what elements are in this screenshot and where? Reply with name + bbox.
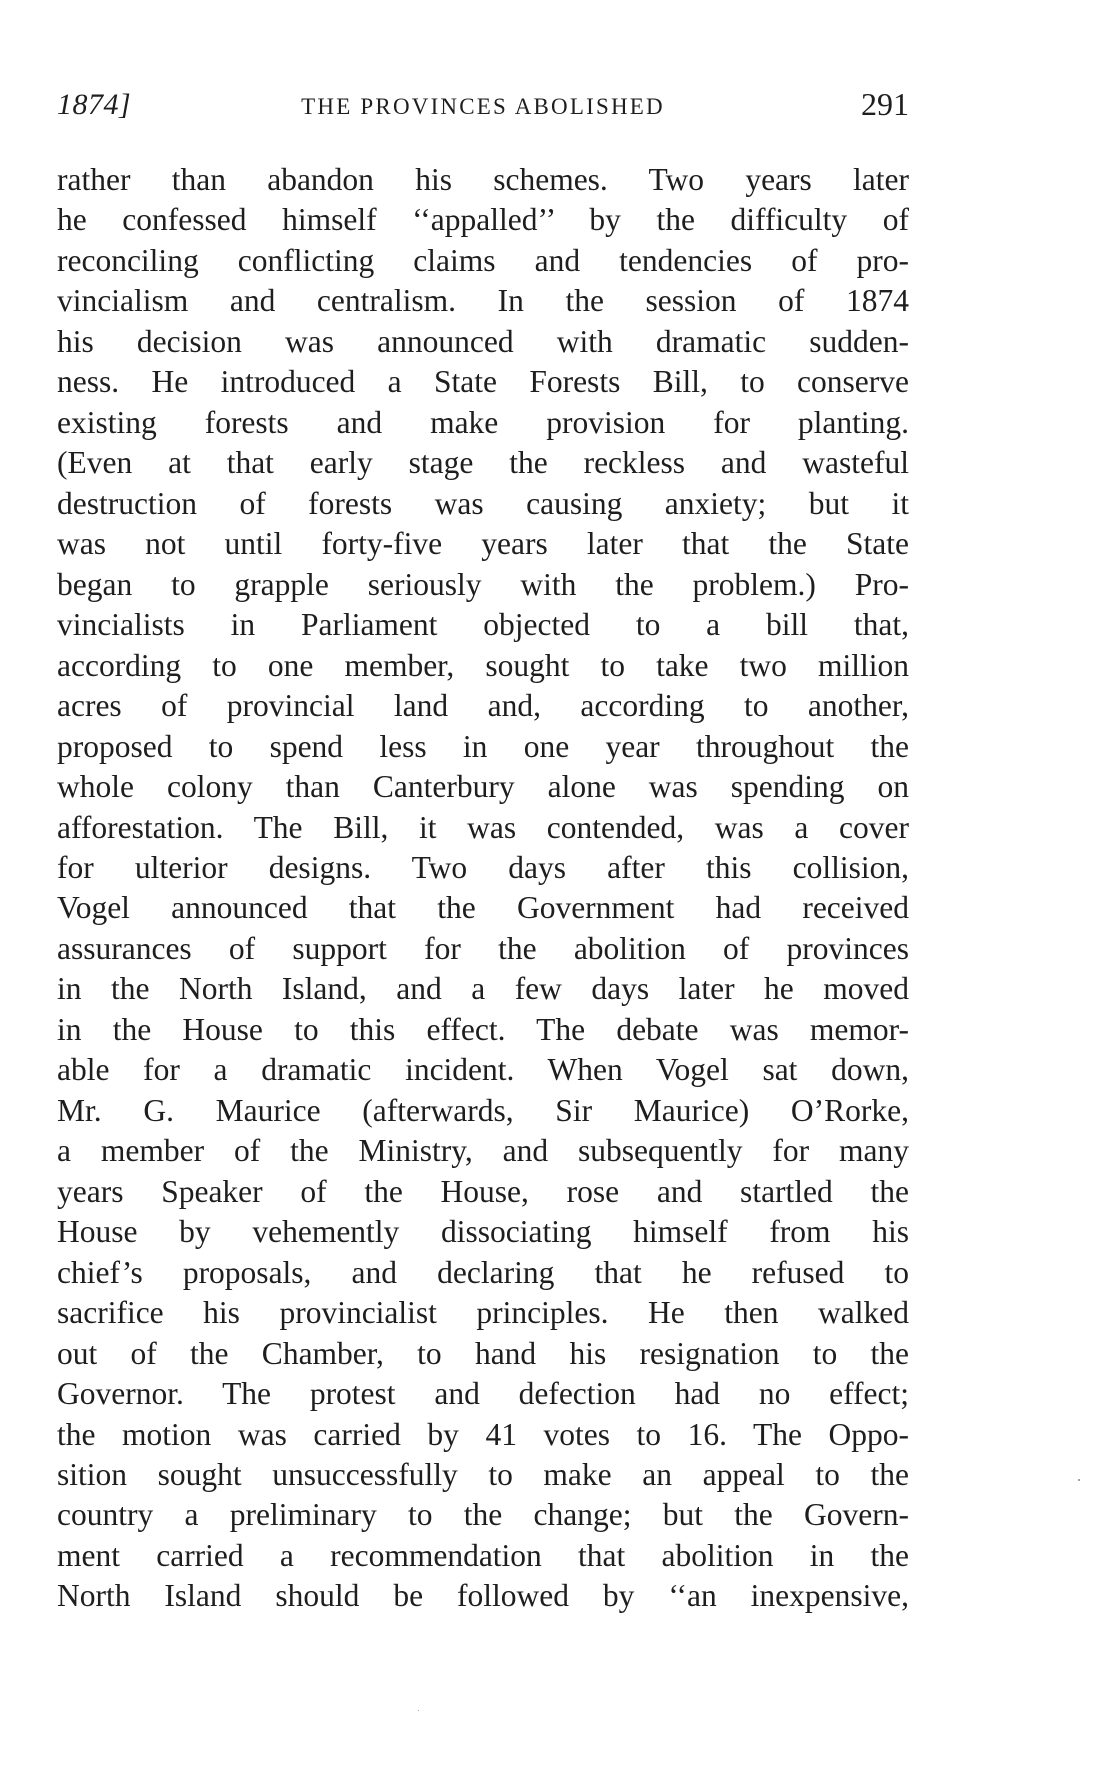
- text-line: sacrifice his provincialist principles. He then walked: [57, 1295, 909, 1331]
- text-line: afforestation. The Bill, it was contended, was a cover: [57, 809, 909, 845]
- text-line: vincialists in Parliament objected to a bill that,: [57, 607, 909, 643]
- text-line: in the North Island, and a few days later he moved: [57, 971, 909, 1007]
- text-line: his decision was announced with dramatic sudden-: [57, 323, 909, 359]
- text-line: vincialism and centralism. In the session of 1874: [57, 283, 909, 319]
- text-line: acres of provincial land and, according to another,: [57, 688, 909, 724]
- body-paragraph: [57, 160, 909, 1617]
- text-line: North Island should be followed by ‘‘an inexpensive,: [57, 1578, 909, 1614]
- text-line: existing forests and make provision for planting.: [57, 404, 909, 440]
- text-line: the motion was carried by 41 votes to 16. The Oppo-: [57, 1416, 909, 1452]
- text-line: for ulterior designs. Two days after this collision,: [57, 849, 909, 885]
- text-line: proposed to spend less in one year throughout the: [57, 728, 909, 764]
- text-line: years Speaker of the House, rose and startled the: [57, 1173, 909, 1209]
- text-line: he confessed himself ‘‘appalled’’ by the difficulty of: [57, 202, 909, 238]
- running-header: [57, 84, 909, 132]
- text-line: able for a dramatic incident. When Vogel sat down,: [57, 1052, 909, 1088]
- text-line: reconciling conflicting claims and tendencies of pro-: [57, 242, 909, 278]
- text-line: began to grapple seriously with the problem.) Pro-: [57, 566, 909, 602]
- header-year: 1874]: [57, 88, 132, 121]
- text-line: whole colony than Canterbury alone was spending on: [57, 769, 909, 805]
- text-line: a member of the Ministry, and subsequently for many: [57, 1133, 909, 1169]
- text-line: assurances of support for the abolition of provinces: [57, 930, 909, 966]
- text-line: rather than abandon his schemes. Two years later: [57, 162, 909, 197]
- text-line: according to one member, sought to take two million: [57, 647, 909, 683]
- text-line: in the House to this effect. The debate was memor-: [57, 1011, 909, 1047]
- text-line: ness. He introduced a State Forests Bill, to conserve: [57, 364, 909, 400]
- text-line: ment carried a recommendation that abolition in the: [57, 1537, 909, 1573]
- text-line: out of the Chamber, to hand his resignation to the: [57, 1335, 909, 1371]
- text-line: Mr. G. Maurice (afterwards, Sir Maurice) O’Rorke,: [57, 1092, 909, 1128]
- text-line: Vogel announced that the Government had received: [57, 890, 909, 926]
- text-line: was not until forty-five years later that the State: [57, 526, 909, 562]
- text-line: (Even at that early stage the reckless and wasteful: [57, 445, 909, 481]
- text-line: House by vehemently dissociating himself from his: [57, 1214, 909, 1250]
- text-line: country a preliminary to the change; but the Govern-: [57, 1497, 909, 1533]
- scan-speck: [1078, 1479, 1080, 1481]
- text-line: chief’s proposals, and declaring that he refused to: [57, 1254, 909, 1290]
- page-number: 291: [861, 86, 909, 122]
- text-line: sition sought unsuccessfully to make an appeal to the: [57, 1457, 909, 1492]
- text-line: destruction of forests was causing anxiety; but it: [57, 485, 909, 521]
- text-line: Governor. The protest and defection had no effect;: [57, 1376, 909, 1412]
- header-title: THE PROVINCES ABOLISHED: [301, 94, 665, 119]
- scan-speck: [418, 1710, 419, 1711]
